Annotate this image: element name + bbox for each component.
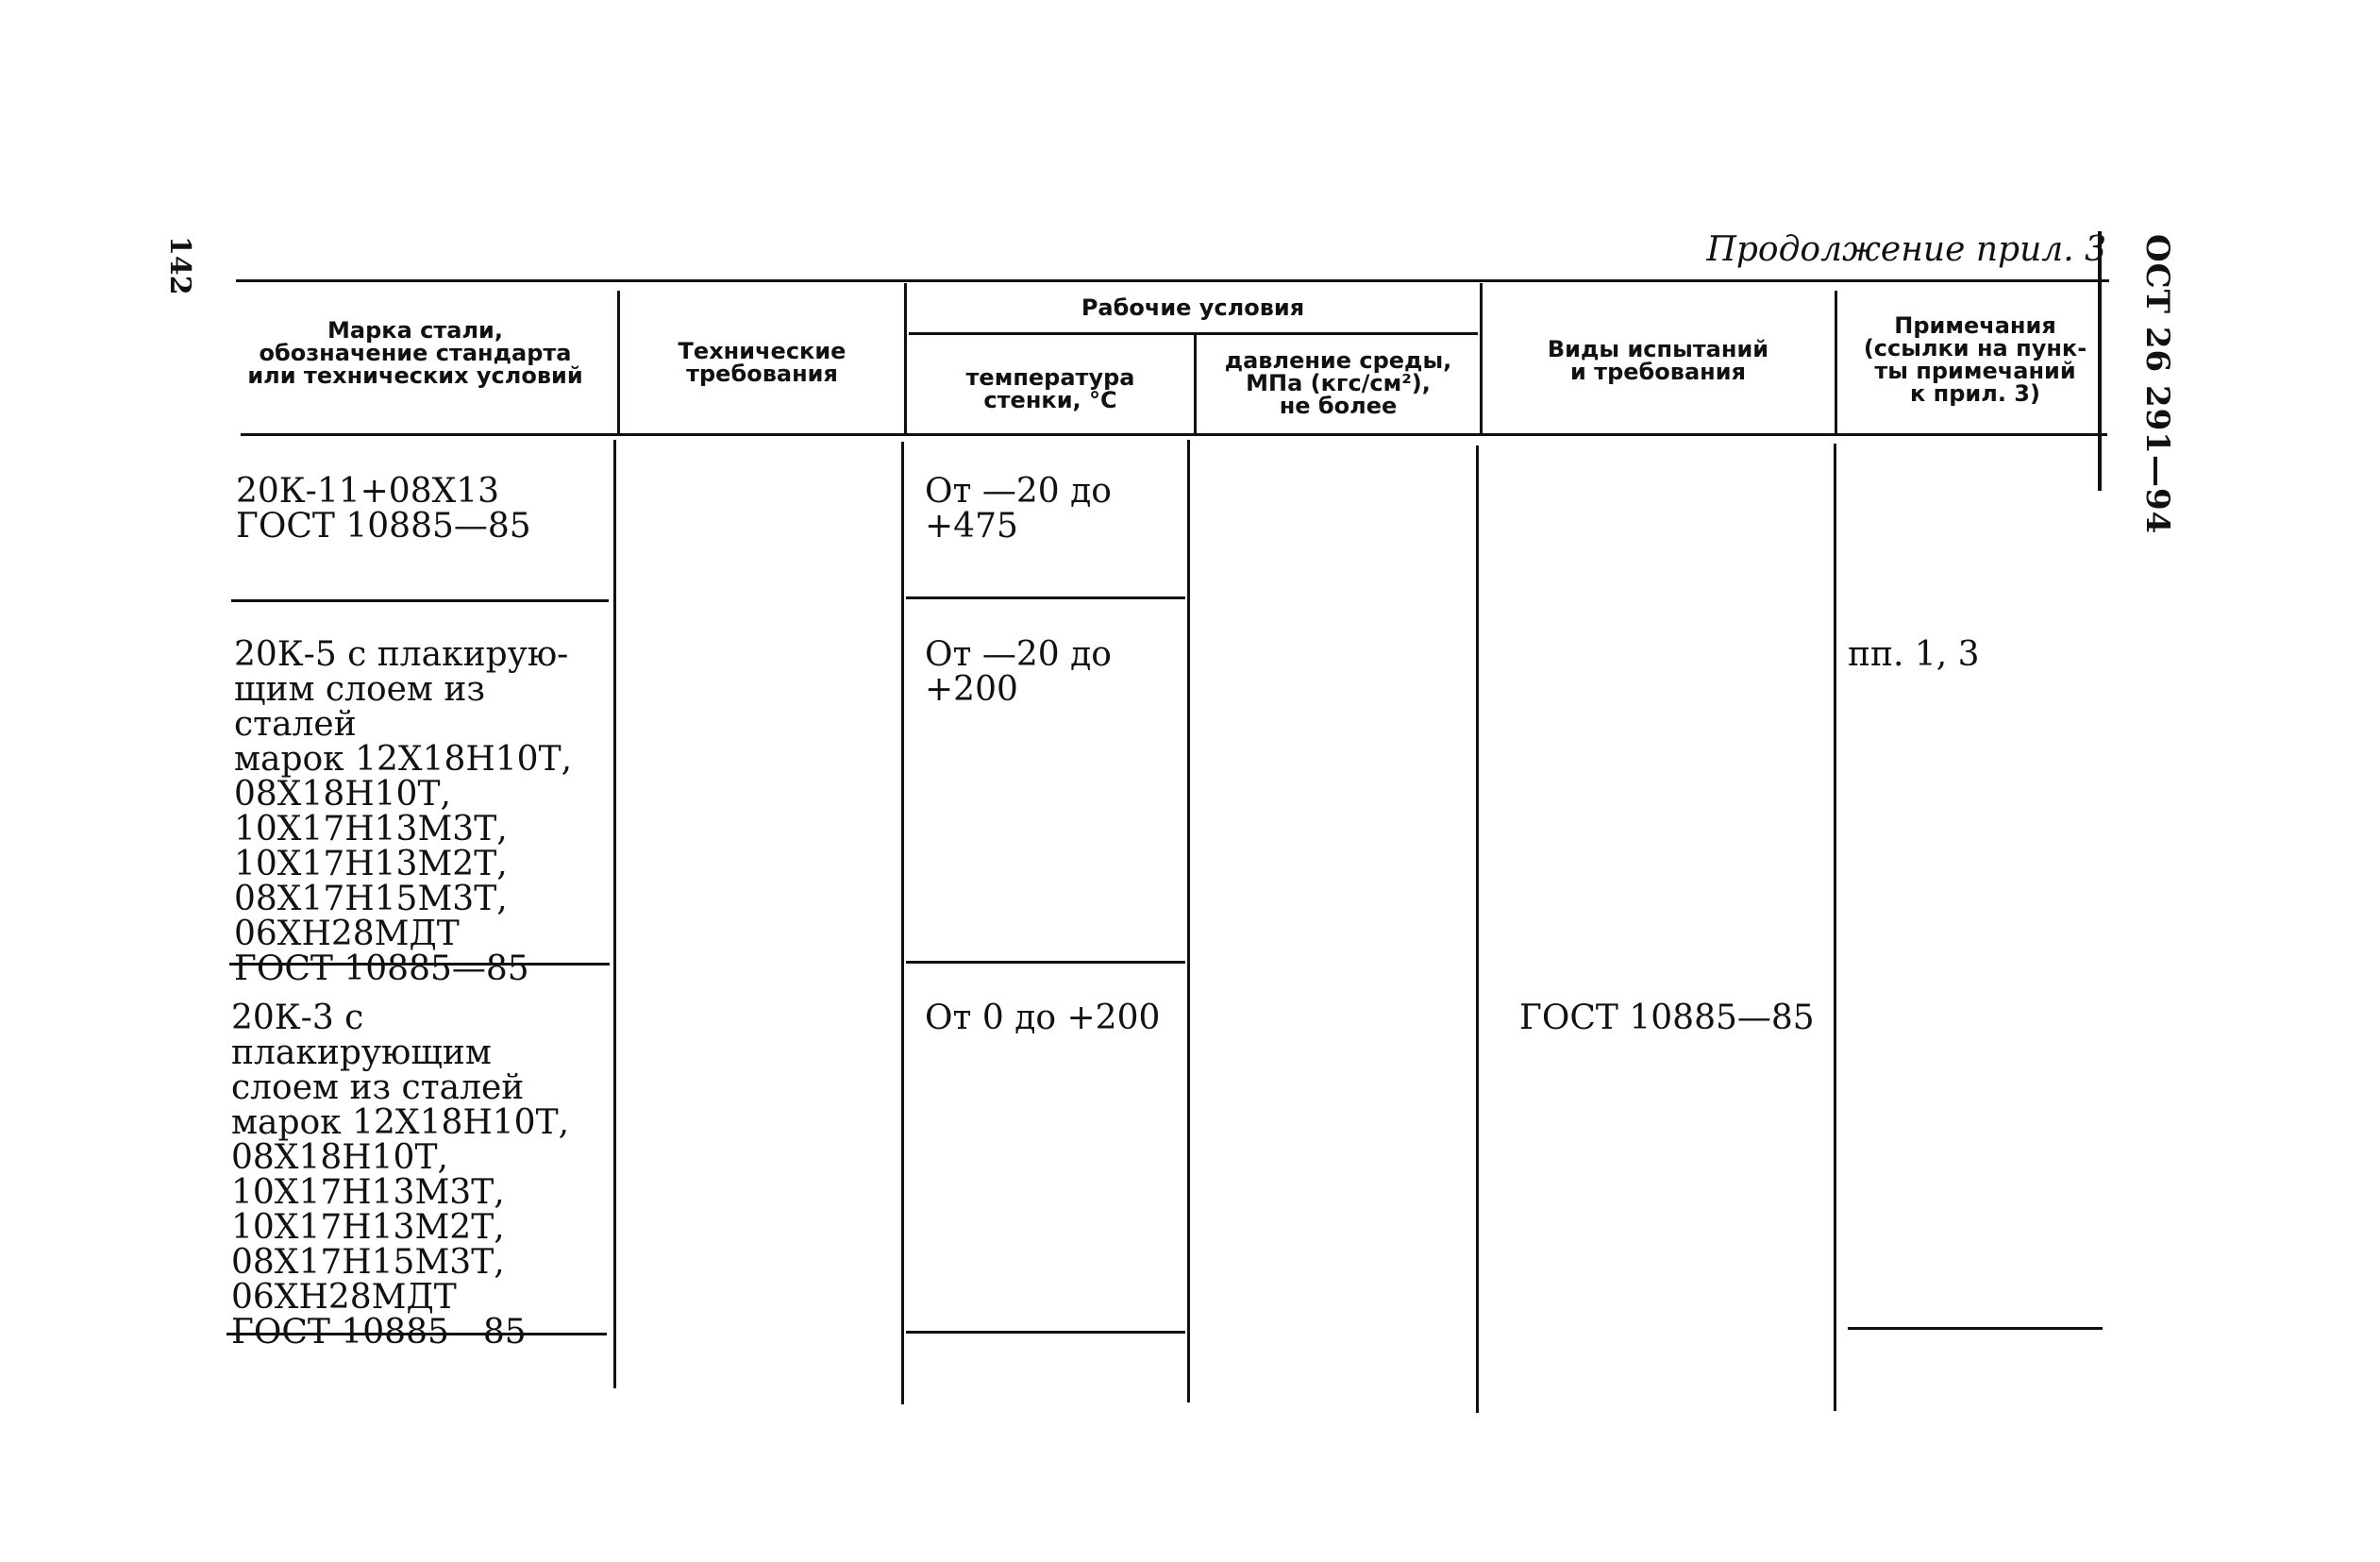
header-working-conditions: Рабочие условия [1081,294,1305,321]
header-bottom-rule [241,433,2107,436]
standard-code: ОСТ 26 291—94 [2138,234,2176,535]
hdr-vline-2 [904,283,907,434]
hdr-vline-4 [1480,283,1483,434]
body-vline-4 [1476,445,1479,1413]
row2-wall-temperature: От —20 до +200 [925,635,1112,709]
row-rule-notes-end [1848,1327,2103,1330]
header-pressure: давление среды, МПа (кгс/см²), не более [1224,347,1452,419]
row3-wall-temperature: От 0 до +200 [925,999,1161,1037]
header-notes: Примечания (ссылки на пунк- ты примечаний к прил. 3) [1863,312,2087,407]
table-top-rule [236,279,2109,282]
hdr-vline-3 [1194,332,1197,434]
row2-steel-grade: 20К-5 с плакирую- щим слоем из сталей марок 12Х18Н10Т, 08Х18Н10Т, 10Х17Н13М3Т, 10Х17Н13М2Т, 08Х17Н15М3Т, 06ХН28МДТ ГОСТ 10885—85 [234,635,573,988]
body-vline-3 [1187,440,1190,1402]
header-steel-grade: Марка стали, обозначение стандарта или технических условий [247,317,583,389]
body-vline-1 [613,440,616,1388]
row3-test-types: ГОСТ 10885—85 [1519,999,1815,1037]
hdr-vline-1 [617,291,620,434]
continuation-caption: Продолжение прил. 3 [1706,230,2106,269]
row-rule-steel-1 [231,599,609,602]
row-rule-temp-3 [906,1331,1185,1334]
row-rule-temp-2 [906,961,1185,964]
body-vline-2 [901,442,904,1404]
row3-steel-grade: 20К-3 с плакирующим слоем из сталей марок 12Х18Н10Т, 08Х18Н10Т, 10Х17Н13М3Т, 10Х17Н13М2Т, 08Х17Н15М3Т, 06ХН28МДТ ГОСТ 10885—85 [231,999,570,1352]
header-wall-temperature: температура стенки, °С [965,364,1135,413]
header-test-types: Виды испытаний и требования [1547,336,1769,385]
row1-wall-temperature: От —20 до +475 [925,472,1112,546]
row-rule-temp-1 [906,596,1185,599]
body-vline-5 [1834,444,1836,1411]
hdr-vline-5 [1835,291,1837,434]
header-tech-requirements: Технические требования [678,338,846,387]
page-number: 142 [163,236,196,295]
row2-notes: пп. 1, 3 [1848,635,1980,674]
row1-steel-grade: 20К-11+08Х13 ГОСТ 10885—85 [236,472,531,546]
